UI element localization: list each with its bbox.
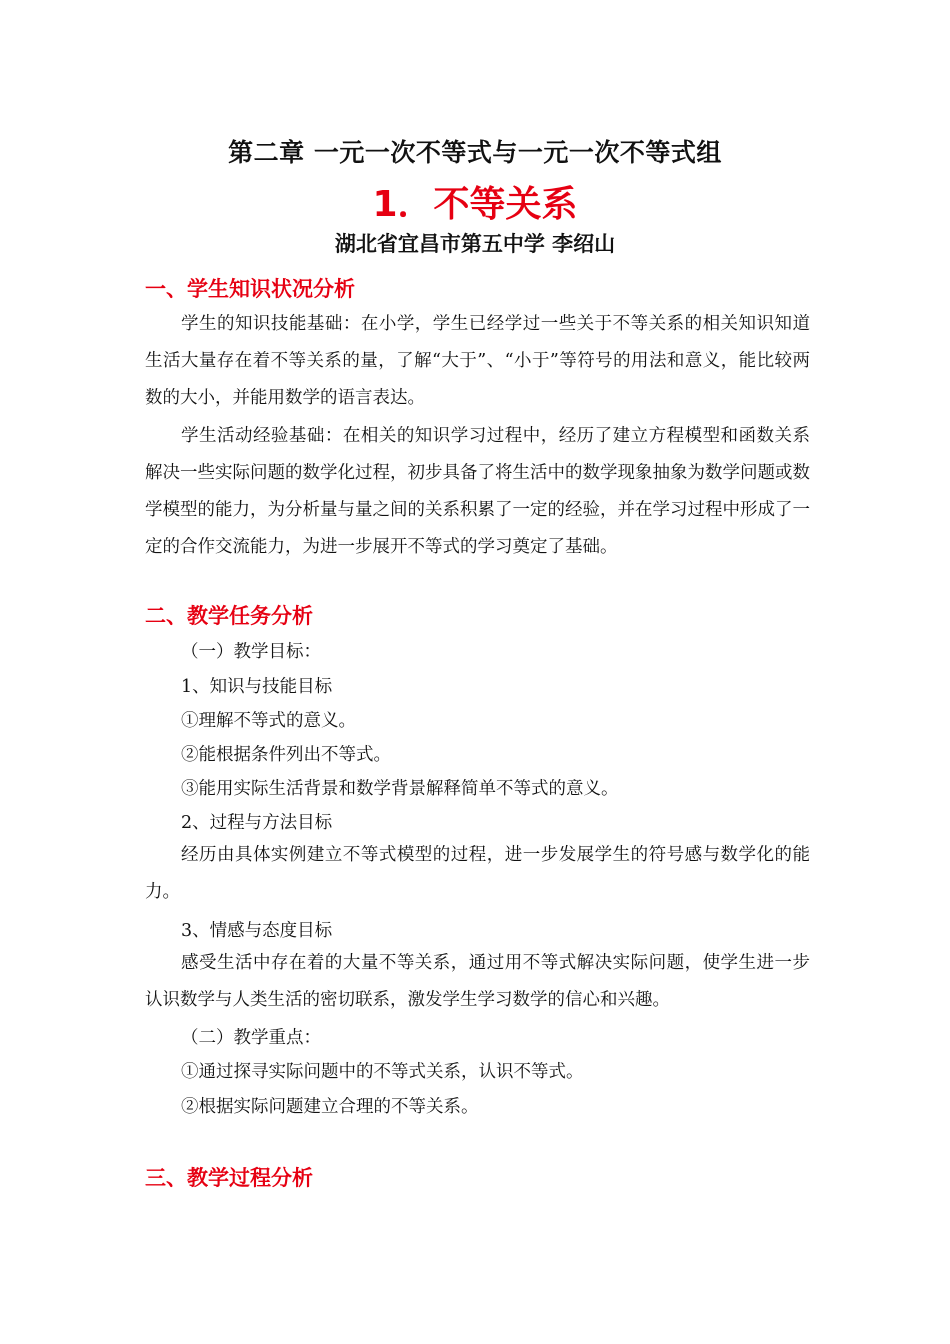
- goal-item-2: ②能根据条件列出不等式。: [181, 745, 391, 765]
- lesson-title: 1．不等关系: [372, 184, 578, 225]
- knowledge-skill-goal: 1、知识与技能目标: [181, 677, 333, 697]
- paragraph-process-method: 经历由具体实例建立不等式模型的过程，进一步发展学生的符号感与数学化的能力。: [145, 845, 810, 902]
- goal-item-1: ①理解不等式的意义。: [181, 711, 356, 731]
- process-method-goal: 2、过程与方法目标: [181, 813, 333, 833]
- emotion-attitude-goal: 3、情感与态度目标: [181, 921, 333, 941]
- section-heading-student-analysis: 一、学生知识状况分析: [145, 277, 355, 301]
- key-point-1: ①通过探寻实际问题中的不等式关系，认识不等式。: [181, 1062, 584, 1082]
- chapter-title: 第二章 一元一次不等式与一元一次不等式组: [228, 138, 722, 167]
- key-points-heading: （二）教学重点：: [181, 1028, 321, 1048]
- goal-item-3: ③能用实际生活背景和数学背景解释简单不等式的意义。: [181, 779, 619, 799]
- objectives-heading: （一）教学目标：: [181, 642, 321, 662]
- author-line: 湖北省宜昌市第五中学 李绍山: [334, 232, 616, 256]
- paragraph-knowledge-basis: 学生的知识技能基础：在小学，学生已经学过一些关于不等关系的相关知识知道生活大量存在着不等关系的量，了解“大于”、“小于”等符号的用法和意义，能比较两数的大小，并能用数学的语言表达。: [145, 314, 810, 408]
- section-heading-process-analysis: 三、教学过程分析: [145, 1166, 313, 1190]
- section-heading-task-analysis: 二、教学任务分析: [145, 604, 313, 628]
- key-point-2: ②根据实际问题建立合理的不等关系。: [181, 1097, 479, 1117]
- paragraph-emotion-attitude: 感受生活中存在着的大量不等关系，通过用不等式解决实际问题，使学生进一步认识数学与人类生活的密切联系，激发学生学习数学的信心和兴趣。: [145, 953, 810, 1010]
- paragraph-activity-basis: 学生活动经验基础：在相关的知识学习过程中，经历了建立方程模型和函数关系解决一些实际问题的数学化过程，初步具备了将生活中的数学现象抽象为数学问题或数学模型的能力，为分析量与量之间的关系积累了一定的经验，并在学习过程中形成了一定的合作交流能力，为进一步展开不等式的学习奠定了基础。: [145, 426, 810, 557]
